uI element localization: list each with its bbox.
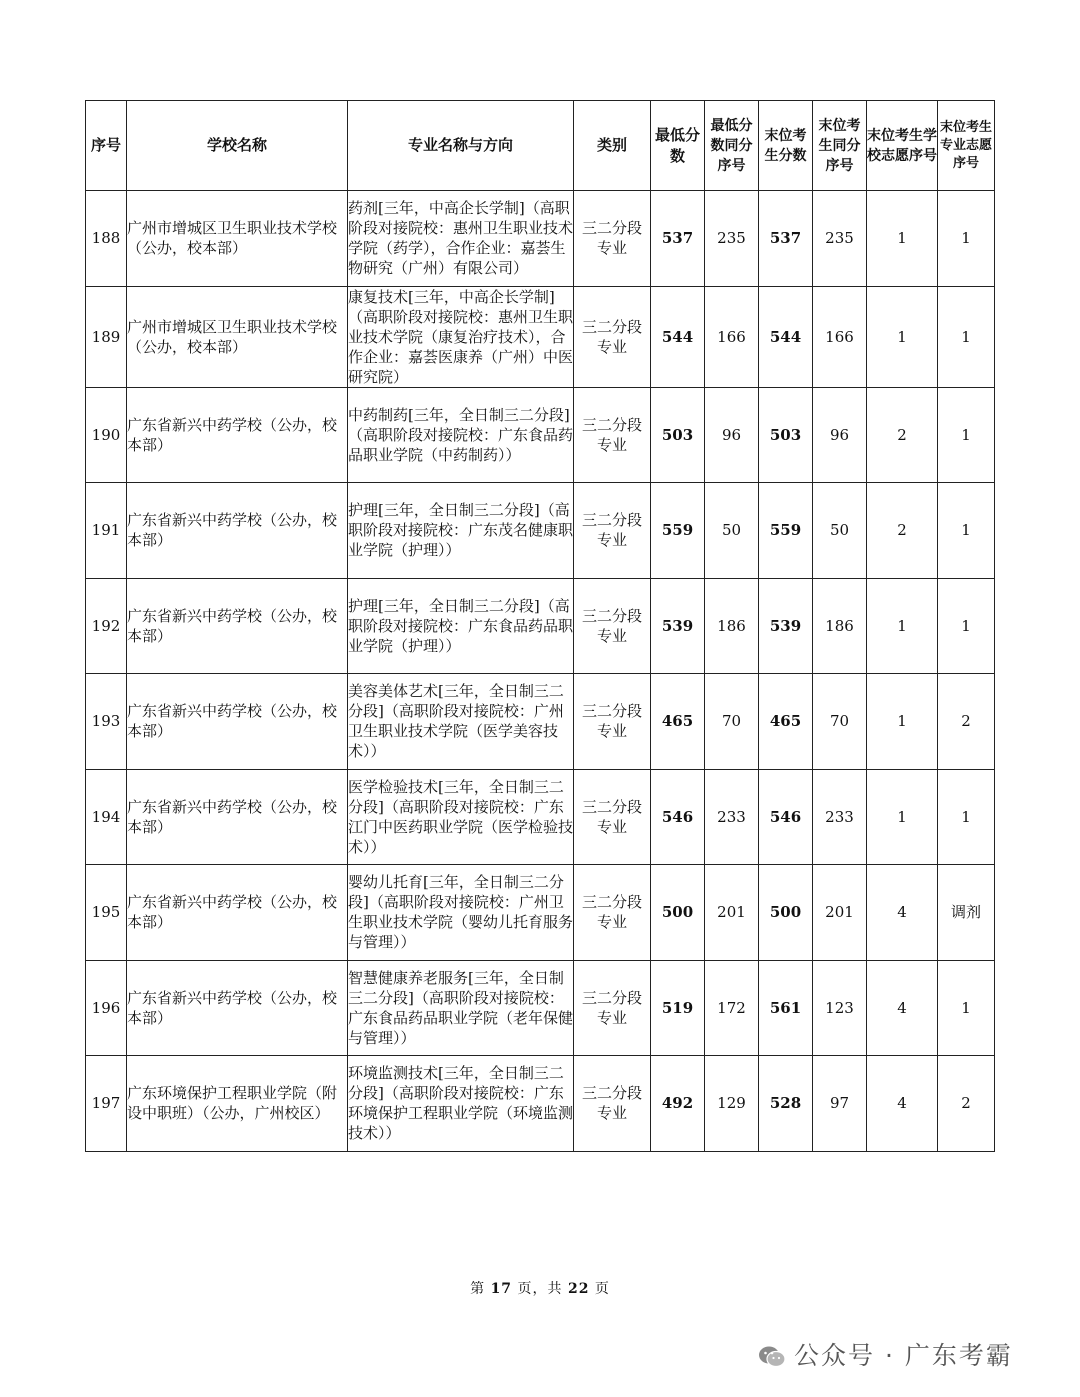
header-school: 学校名称	[127, 101, 348, 191]
row-last-score: 539	[759, 578, 813, 674]
row-category: 三二分段专业	[574, 483, 651, 579]
row-category: 三二分段专业	[574, 865, 651, 961]
current-page-number: 17	[490, 1281, 513, 1297]
row-major-pref: 1	[938, 191, 995, 287]
row-seq: 192	[86, 578, 127, 674]
row-seq: 193	[86, 674, 127, 770]
row-major-pref: 2	[938, 674, 995, 770]
row-last-rank: 97	[813, 1056, 867, 1152]
row-seq: 188	[86, 191, 127, 287]
page-footer	[0, 1278, 1080, 1298]
row-min-score: 465	[651, 674, 705, 770]
header-last-school-pref: 末位考生学校志愿序号	[867, 101, 938, 191]
row-major: 护理[三年，全日制三二分段]（高职阶段对接院校：广东食品药品职业学院（护理））	[348, 578, 574, 674]
row-school-pref: 2	[867, 483, 938, 579]
row-category: 三二分段专业	[574, 191, 651, 287]
row-min-score: 546	[651, 769, 705, 865]
row-major-pref: 1	[938, 769, 995, 865]
row-last-score: 503	[759, 387, 813, 483]
row-min-score: 559	[651, 483, 705, 579]
row-seq: 189	[86, 286, 127, 387]
row-major-pref: 1	[938, 286, 995, 387]
row-category: 三二分段专业	[574, 769, 651, 865]
row-min-score-rank: 129	[705, 1056, 759, 1152]
row-school-name: 广东环境保护工程职业学院（附设中职班）（公办，广州校区）	[127, 1056, 348, 1152]
row-major: 智慧健康养老服务[三年，全日制三二分段]（高职阶段对接院校：广东食品药品职业学院（老年保健与管理））	[348, 960, 574, 1056]
row-school-name: 广东省新兴中药学校（公办，校本部）	[127, 769, 348, 865]
row-school-pref: 1	[867, 674, 938, 770]
row-school-pref: 1	[867, 769, 938, 865]
row-min-score-rank: 235	[705, 191, 759, 287]
row-seq: 195	[86, 865, 127, 961]
header-last-score: 末位考生分数	[759, 101, 813, 191]
row-last-rank: 233	[813, 769, 867, 865]
row-school-name: 广东省新兴中药学校（公办，校本部）	[127, 674, 348, 770]
row-seq: 196	[86, 960, 127, 1056]
table-row	[86, 674, 995, 770]
row-seq: 194	[86, 769, 127, 865]
row-last-score: 559	[759, 483, 813, 579]
row-seq: 190	[86, 387, 127, 483]
header-min-score-rank: 最低分数同分序号	[705, 101, 759, 191]
row-last-rank: 70	[813, 674, 867, 770]
watermark	[758, 1339, 1058, 1373]
row-major-pref: 1	[938, 483, 995, 579]
row-school-name: 广东省新兴中药学校（公办，校本部）	[127, 387, 348, 483]
row-last-rank: 50	[813, 483, 867, 579]
row-school-name: 广东省新兴中药学校（公办，校本部）	[127, 960, 348, 1056]
table-row	[86, 578, 995, 674]
footer-middle: 页，共	[512, 1281, 568, 1297]
row-last-score: 528	[759, 1056, 813, 1152]
row-major: 美容美体艺术[三年，全日制三二分段]（高职阶段对接院校：广州卫生职业技术学院（医学美容技术））	[348, 674, 574, 770]
row-school-name: 广东省新兴中药学校（公办，校本部）	[127, 578, 348, 674]
row-major-pref: 1	[938, 387, 995, 483]
table-row	[86, 1056, 995, 1152]
footer-suffix: 页	[589, 1281, 610, 1297]
row-major: 医学检验技术[三年，全日制三二分段]（高职阶段对接院校：广东江门中医药职业学院（医学检验技术））	[348, 769, 574, 865]
row-category: 三二分段专业	[574, 674, 651, 770]
row-min-score-rank: 166	[705, 286, 759, 387]
row-last-score: 537	[759, 191, 813, 287]
row-major: 中药制药[三年，全日制三二分段]（高职阶段对接院校：广东食品药品职业学院（中药制药））	[348, 387, 574, 483]
row-min-score: 500	[651, 865, 705, 961]
wechat-icon	[758, 1345, 786, 1369]
table-row	[86, 865, 995, 961]
row-last-rank: 123	[813, 960, 867, 1056]
row-last-rank: 201	[813, 865, 867, 961]
row-school-pref: 4	[867, 960, 938, 1056]
row-min-score: 519	[651, 960, 705, 1056]
row-school-name: 广州市增城区卫生职业技术学校（公办，校本部）	[127, 286, 348, 387]
row-min-score-rank: 233	[705, 769, 759, 865]
row-last-score: 544	[759, 286, 813, 387]
row-school-pref: 1	[867, 191, 938, 287]
row-school-pref: 1	[867, 286, 938, 387]
row-major: 康复技术[三年，中高企长学制]（高职阶段对接院校：惠州卫生职业技术学院（康复治疗技术），合作企业：嘉荟医康养（广州）中医研究院）	[348, 287, 574, 386]
row-category: 三二分段专业	[574, 960, 651, 1056]
row-category: 三二分段专业	[574, 578, 651, 674]
row-major: 护理[三年，全日制三二分段]（高职阶段对接院校：广东茂名健康职业学院（护理））	[348, 483, 574, 579]
row-last-rank: 96	[813, 387, 867, 483]
row-min-score-rank: 172	[705, 960, 759, 1056]
table-body	[86, 191, 995, 1152]
row-min-score: 539	[651, 578, 705, 674]
total-page-number: 22	[567, 1281, 590, 1297]
table-row	[86, 387, 995, 483]
row-min-score-rank: 50	[705, 483, 759, 579]
header-last-rank: 末位考生同分序号	[813, 101, 867, 191]
header-min-score: 最低分数	[651, 101, 705, 191]
row-last-rank: 186	[813, 578, 867, 674]
row-school-name: 广东省新兴中药学校（公办，校本部）	[127, 483, 348, 579]
row-category: 三二分段专业	[574, 387, 651, 483]
row-min-score: 503	[651, 387, 705, 483]
watermark-text: 公众号 · 广东考霸	[794, 1341, 1013, 1370]
header-seq: 序号	[86, 101, 127, 191]
row-major: 婴幼儿托育[三年，全日制三二分段]（高职阶段对接院校：广州卫生职业技术学院（婴幼儿托育服务与管理））	[348, 865, 574, 961]
footer-prefix: 第	[470, 1281, 491, 1297]
row-category: 三二分段专业	[574, 1056, 651, 1152]
table-row	[86, 769, 995, 865]
row-school-name: 广州市增城区卫生职业技术学校（公办，校本部）	[127, 191, 348, 287]
row-major-pref: 1	[938, 960, 995, 1056]
row-school-pref: 1	[867, 578, 938, 674]
row-last-rank: 166	[813, 286, 867, 387]
row-major-pref: 1	[938, 578, 995, 674]
header-category: 类别	[574, 101, 651, 191]
row-last-score: 561	[759, 960, 813, 1056]
table-header-row	[86, 101, 995, 191]
admission-score-table	[85, 100, 995, 1152]
row-major-pref: 调剂	[938, 865, 995, 961]
row-school-pref: 4	[867, 865, 938, 961]
header-major: 专业名称与方向	[348, 101, 574, 191]
row-last-rank: 235	[813, 191, 867, 287]
table-row	[86, 286, 995, 387]
row-min-score-rank: 201	[705, 865, 759, 961]
row-seq: 191	[86, 483, 127, 579]
row-last-score: 500	[759, 865, 813, 961]
row-major: 药剂[三年，中高企长学制]（高职阶段对接院校：惠州卫生职业技术学院（药学），合作企业：嘉荟生物研究（广州）有限公司）	[348, 191, 574, 287]
row-school-pref: 2	[867, 387, 938, 483]
row-seq: 197	[86, 1056, 127, 1152]
row-min-score: 544	[651, 286, 705, 387]
row-school-name: 广东省新兴中药学校（公办，校本部）	[127, 865, 348, 961]
row-min-score-rank: 186	[705, 578, 759, 674]
row-major-pref: 2	[938, 1056, 995, 1152]
row-last-score: 465	[759, 674, 813, 770]
row-min-score: 537	[651, 191, 705, 287]
table-row	[86, 960, 995, 1056]
row-min-score-rank: 70	[705, 674, 759, 770]
row-min-score: 492	[651, 1056, 705, 1152]
row-school-pref: 4	[867, 1056, 938, 1152]
header-last-major-pref: 末位考生专业志愿序号	[938, 101, 995, 191]
row-last-score: 546	[759, 769, 813, 865]
row-major: 环境监测技术[三年，全日制三二分段]（高职阶段对接院校：广东环境保护工程职业学院（环境监测技术））	[348, 1056, 574, 1152]
row-min-score-rank: 96	[705, 387, 759, 483]
table-row	[86, 483, 995, 579]
row-category: 三二分段专业	[574, 286, 651, 387]
table-row	[86, 191, 995, 287]
